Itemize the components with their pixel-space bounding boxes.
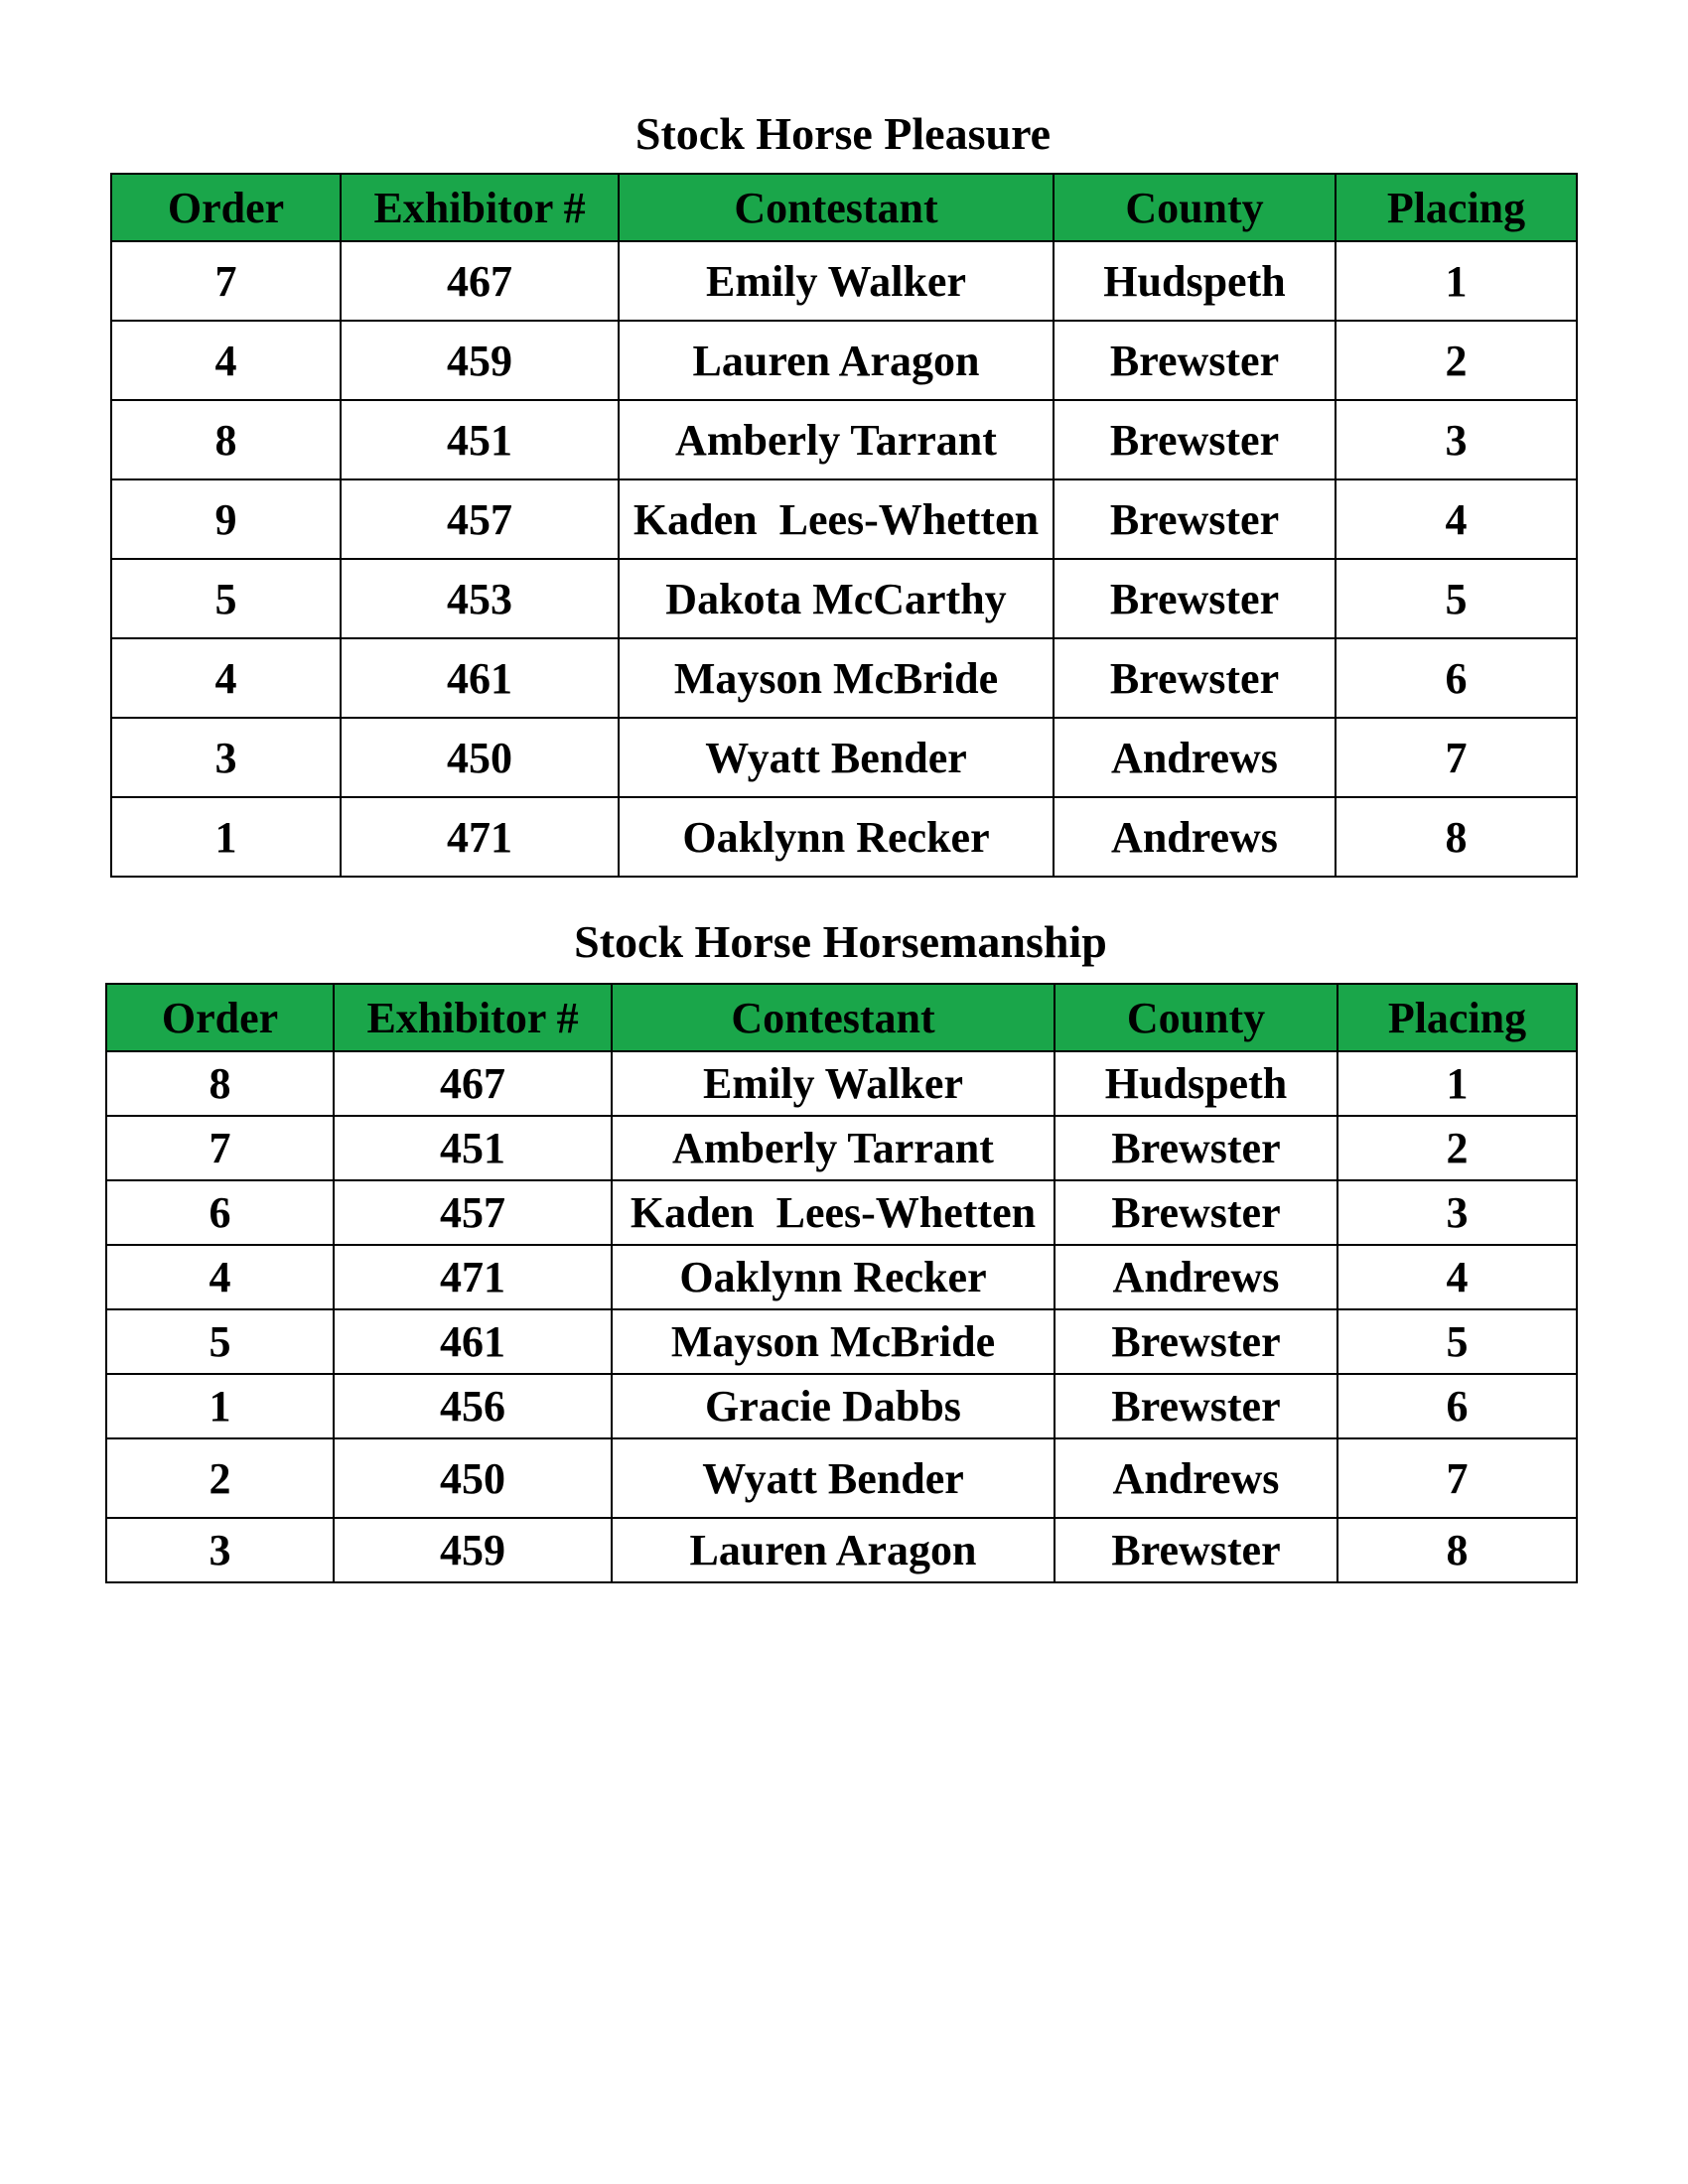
results-table: [110, 173, 1578, 878]
cell-county: Andrews: [1055, 1438, 1337, 1518]
table-row: [111, 400, 1577, 479]
cell-order: 4: [111, 321, 341, 400]
cell-exhibitor: 450: [341, 718, 619, 797]
table-row: [111, 241, 1577, 321]
table-title: Stock Horse Pleasure: [634, 108, 1052, 159]
cell-contestant: Kaden Lees-Whetten: [619, 479, 1054, 559]
cell-exhibitor: 451: [334, 1116, 612, 1180]
cell-placing: 6: [1337, 1374, 1577, 1438]
cell-exhibitor: 457: [341, 479, 619, 559]
cell-order: 7: [106, 1116, 334, 1180]
cell-county: Brewster: [1055, 1116, 1337, 1180]
cell-county: Brewster: [1054, 479, 1336, 559]
cell-placing: 5: [1336, 559, 1577, 638]
header-county: County: [1054, 174, 1336, 241]
header-exhibitor: Exhibitor #: [341, 174, 619, 241]
cell-contestant: Kaden Lees-Whetten: [612, 1180, 1055, 1245]
header-contestant: Contestant: [619, 174, 1054, 241]
cell-exhibitor: 467: [334, 1051, 612, 1116]
cell-order: 4: [106, 1245, 334, 1309]
table-row: [106, 1245, 1577, 1309]
cell-exhibitor: 471: [341, 797, 619, 877]
results-table: [105, 983, 1578, 1583]
cell-order: 6: [106, 1180, 334, 1245]
cell-county: Brewster: [1055, 1374, 1337, 1438]
table-row: [111, 718, 1577, 797]
cell-contestant: Oaklynn Recker: [619, 797, 1054, 877]
cell-exhibitor: 459: [334, 1518, 612, 1582]
cell-placing: 3: [1337, 1180, 1577, 1245]
table-row: [106, 1309, 1577, 1374]
cell-county: Brewster: [1054, 321, 1336, 400]
header-placing: Placing: [1336, 174, 1577, 241]
cell-placing: 8: [1337, 1518, 1577, 1582]
cell-contestant: Emily Walker: [612, 1051, 1055, 1116]
cell-exhibitor: 467: [341, 241, 619, 321]
cell-order: 2: [106, 1438, 334, 1518]
stock-horse-horsemanship-section: [105, 916, 1576, 1583]
table-row: [106, 1051, 1577, 1116]
cell-contestant: Amberly Tarrant: [619, 400, 1054, 479]
table-row: [111, 321, 1577, 400]
table-title: Stock Horse Horsemanship: [574, 916, 1107, 967]
cell-contestant: Oaklynn Recker: [612, 1245, 1055, 1309]
cell-order: 3: [106, 1518, 334, 1582]
cell-placing: 1: [1337, 1051, 1577, 1116]
cell-order: 1: [111, 797, 341, 877]
cell-contestant: Lauren Aragon: [612, 1518, 1055, 1582]
cell-county: Hudspeth: [1054, 241, 1336, 321]
cell-placing: 6: [1336, 638, 1577, 718]
table-row: [111, 797, 1577, 877]
header-exhibitor: Exhibitor #: [334, 984, 612, 1051]
header-placing: Placing: [1337, 984, 1577, 1051]
table-row: [111, 479, 1577, 559]
cell-exhibitor: 461: [341, 638, 619, 718]
cell-order: 7: [111, 241, 341, 321]
header-contestant: Contestant: [612, 984, 1055, 1051]
stock-horse-pleasure-section: [110, 108, 1576, 878]
table-row: [106, 1180, 1577, 1245]
header-order: Order: [106, 984, 334, 1051]
header-order: Order: [111, 174, 341, 241]
table-row: [106, 1374, 1577, 1438]
cell-placing: 3: [1336, 400, 1577, 479]
cell-order: 5: [111, 559, 341, 638]
cell-order: 9: [111, 479, 341, 559]
cell-exhibitor: 461: [334, 1309, 612, 1374]
cell-contestant: Wyatt Bender: [619, 718, 1054, 797]
cell-county: Brewster: [1055, 1309, 1337, 1374]
cell-contestant: Mayson McBride: [612, 1309, 1055, 1374]
cell-county: Brewster: [1054, 400, 1336, 479]
cell-placing: 5: [1337, 1309, 1577, 1374]
cell-order: 1: [106, 1374, 334, 1438]
cell-contestant: Wyatt Bender: [612, 1438, 1055, 1518]
cell-exhibitor: 451: [341, 400, 619, 479]
cell-contestant: Dakota McCarthy: [619, 559, 1054, 638]
cell-county: Brewster: [1054, 638, 1336, 718]
cell-exhibitor: 457: [334, 1180, 612, 1245]
cell-exhibitor: 456: [334, 1374, 612, 1438]
cell-order: 8: [111, 400, 341, 479]
cell-order: 5: [106, 1309, 334, 1374]
cell-order: 8: [106, 1051, 334, 1116]
table-row: [106, 1438, 1577, 1518]
cell-exhibitor: 459: [341, 321, 619, 400]
cell-exhibitor: 453: [341, 559, 619, 638]
table-row: [111, 638, 1577, 718]
table-row: [111, 559, 1577, 638]
cell-county: Brewster: [1054, 559, 1336, 638]
header-row: [106, 984, 1577, 1051]
cell-exhibitor: 471: [334, 1245, 612, 1309]
cell-county: Andrews: [1055, 1245, 1337, 1309]
cell-contestant: Gracie Dabbs: [612, 1374, 1055, 1438]
cell-county: Andrews: [1054, 718, 1336, 797]
table-row: [106, 1518, 1577, 1582]
table-row: [106, 1116, 1577, 1180]
cell-placing: 7: [1337, 1438, 1577, 1518]
cell-county: Brewster: [1055, 1180, 1337, 1245]
cell-exhibitor: 450: [334, 1438, 612, 1518]
cell-county: Hudspeth: [1055, 1051, 1337, 1116]
cell-contestant: Emily Walker: [619, 241, 1054, 321]
cell-county: Andrews: [1054, 797, 1336, 877]
cell-order: 3: [111, 718, 341, 797]
cell-placing: 1: [1336, 241, 1577, 321]
cell-contestant: Mayson McBride: [619, 638, 1054, 718]
cell-placing: 7: [1336, 718, 1577, 797]
cell-placing: 4: [1336, 479, 1577, 559]
cell-order: 4: [111, 638, 341, 718]
cell-placing: 8: [1336, 797, 1577, 877]
cell-placing: 2: [1336, 321, 1577, 400]
cell-contestant: Lauren Aragon: [619, 321, 1054, 400]
cell-placing: 2: [1337, 1116, 1577, 1180]
cell-placing: 4: [1337, 1245, 1577, 1309]
cell-county: Brewster: [1055, 1518, 1337, 1582]
header-county: County: [1055, 984, 1337, 1051]
header-row: [111, 174, 1577, 241]
cell-contestant: Amberly Tarrant: [612, 1116, 1055, 1180]
